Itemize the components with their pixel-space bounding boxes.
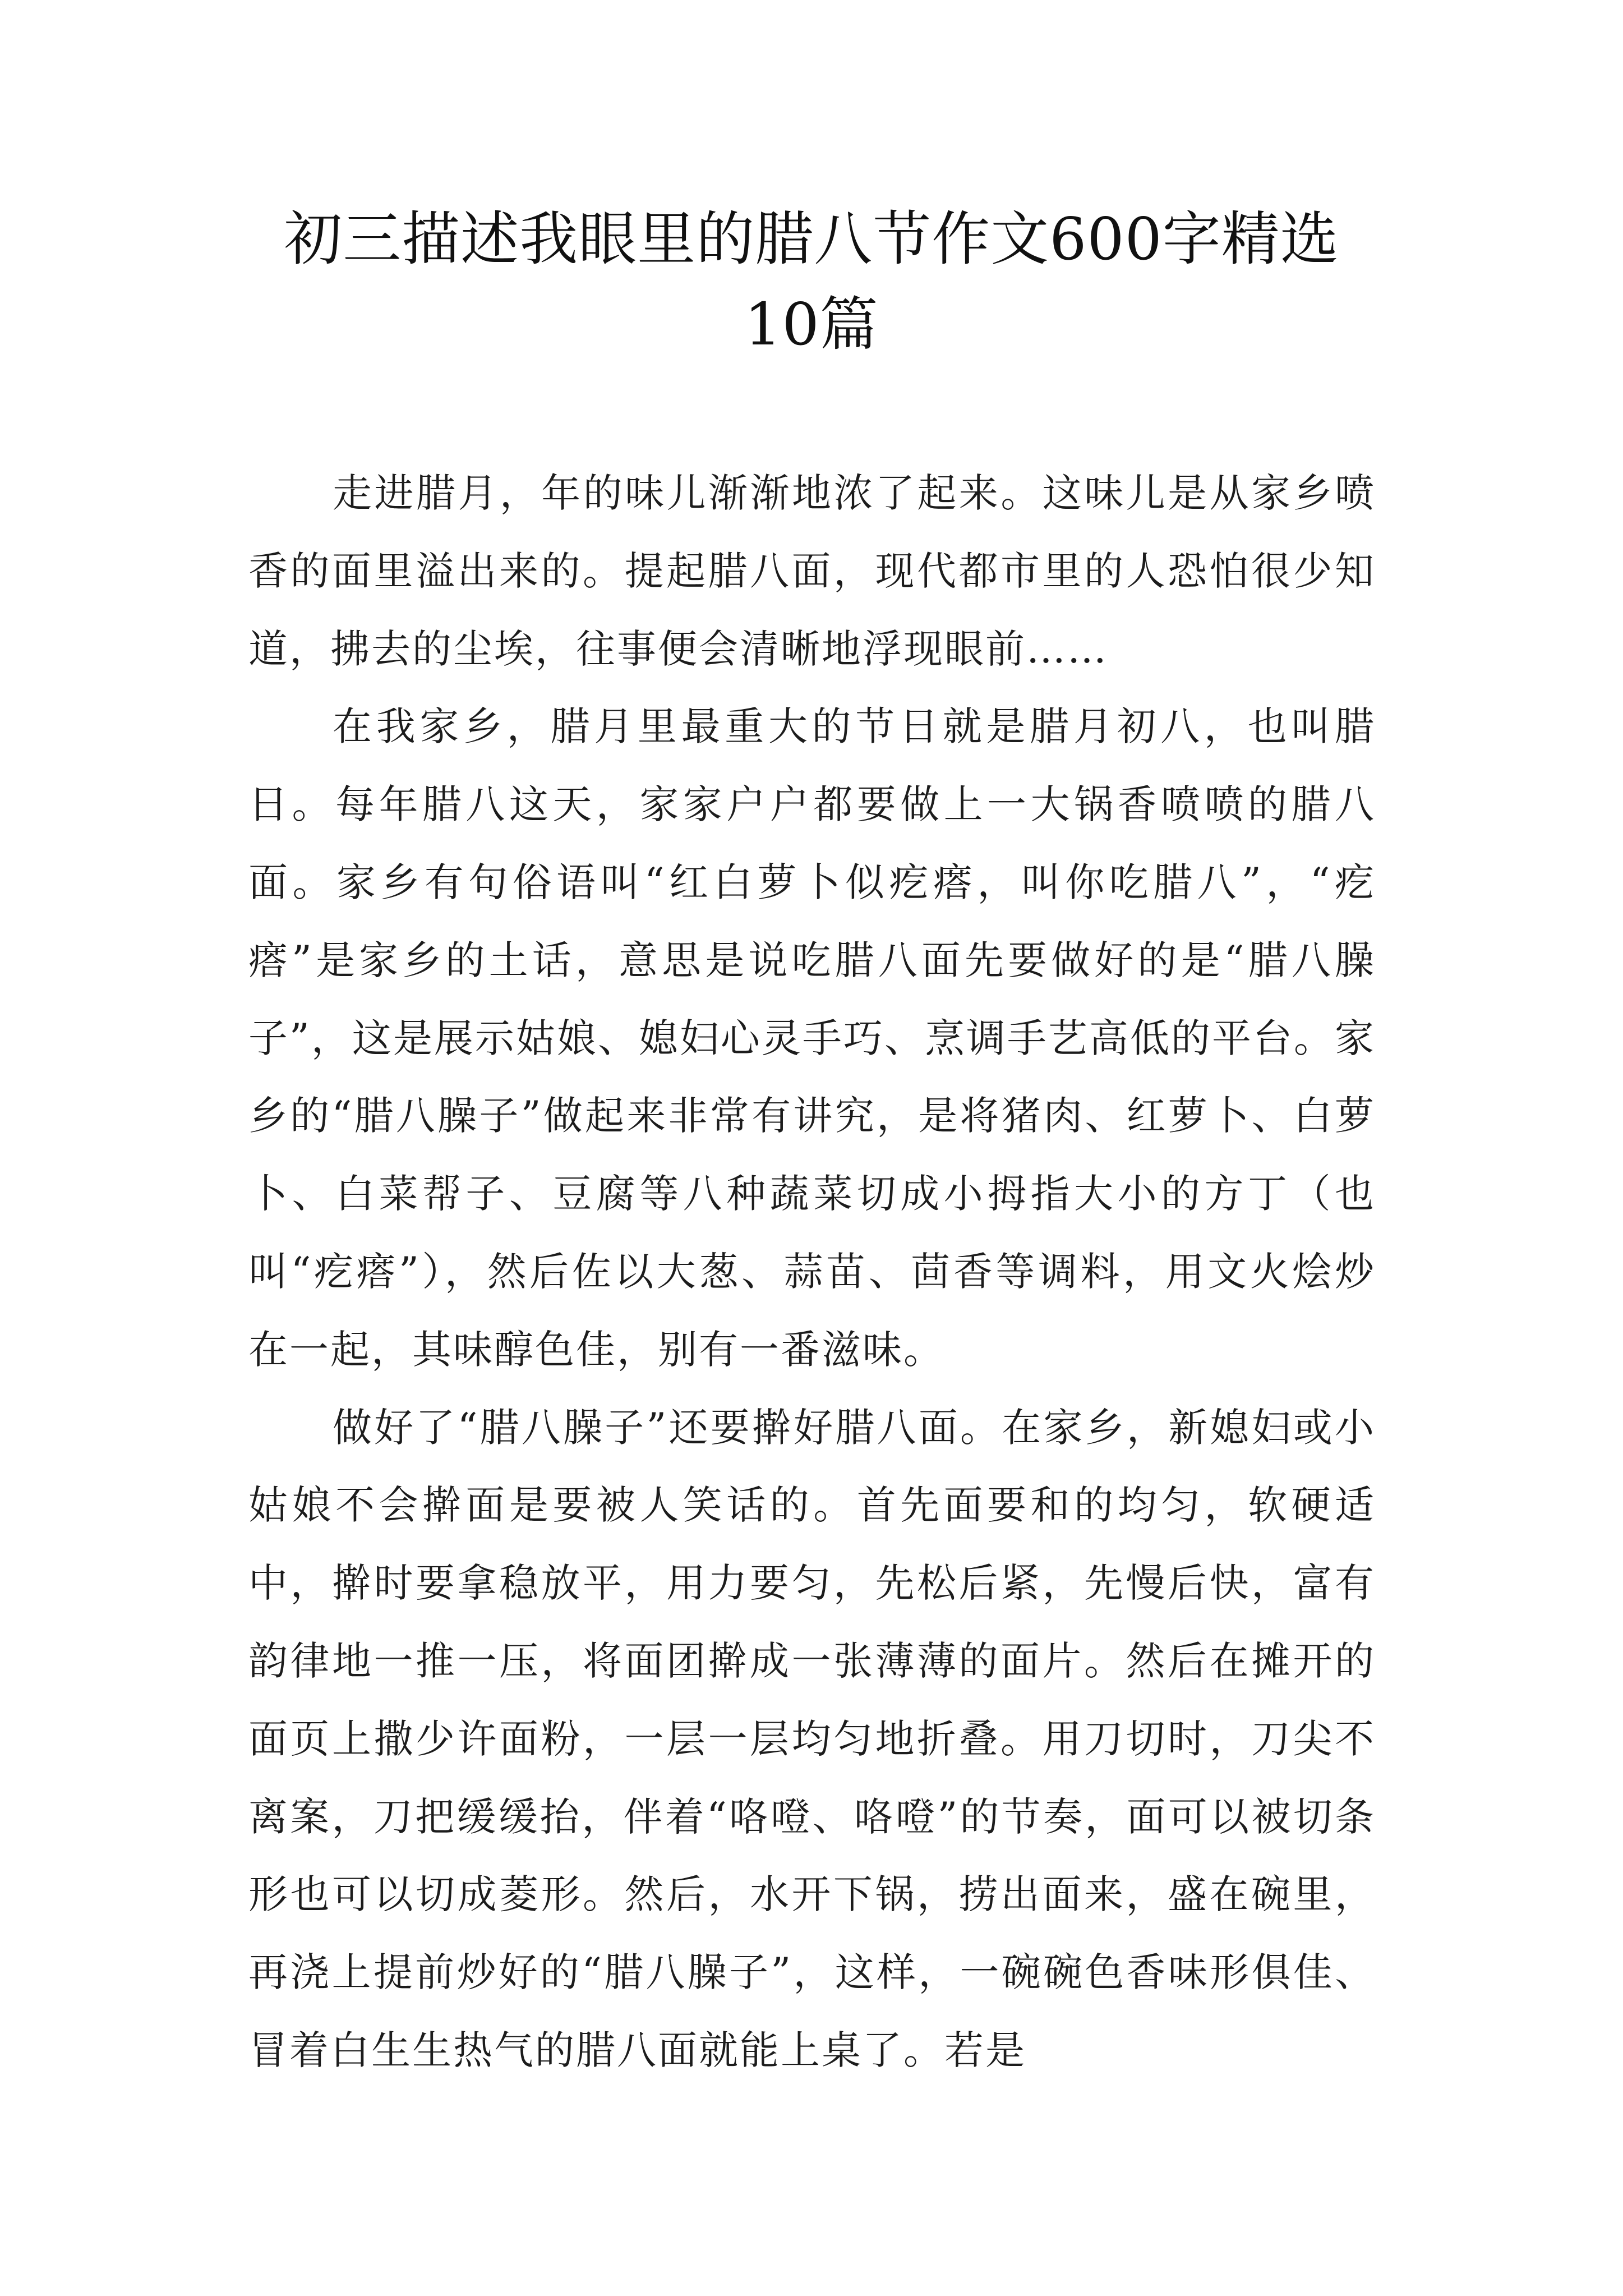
title-line-1: 初三描述我眼里的腊八节作文600字精选	[284, 205, 1339, 273]
document-body	[248, 454, 1376, 2090]
title-line-2: 10篇	[744, 290, 879, 358]
paragraph-3: 做好了“腊八臊子”还要擀好腊八面。在家乡，新媳妇或小姑娘不会擀面是要被人笑话的。首先面要和的均匀，软硬适中，擀时要拿稳放平，用力要匀，先松后紧，先慢后快，富有韵律地一推一压，将面团擀成一张薄薄的面片。然后在摊开的面页上撒少许面粉，一层一层均匀地折叠。用刀切时，刀尖不离案，刀把缓缓抬，伴着“咯噔、咯噔”的节奏，面可以被切条形也可以切成菱形。然后，水开下锅，捞出面来，盛在碗里，再浇上提前炒好的“腊八臊子”，这样，一碗碗色香味形俱佳、冒着白生生热气的腊八面就能上桌了。若是	[248, 1404, 1376, 2073]
document-title	[247, 196, 1376, 367]
paragraph-1: 走进腊月，年的味儿渐渐地浓了起来。这味儿是从家乡喷香的面里溢出来的。提起腊八面，现代都市里的人恐怕很少知道，拂去的尘埃，往事便会清晰地浮现眼前……	[248, 470, 1376, 672]
paragraph-2: 在我家乡，腊月里最重大的节日就是腊月初八，也叫腊日。每年腊八这天，家家户户都要做上一大锅香喷喷的腊八面。家乡有句俗语叫“红白萝卜似疙瘩，叫你吃腊八”，“疙瘩”是家乡的土话，意思是说吃腊八面先要做好的是“腊八臊子”，这是展示姑娘、媳妇心灵手巧、烹调手艺高低的平台。家乡的“腊八臊子”做起来非常有讲究，是将猪肉、红萝卜、白萝卜、白菜帮子、豆腐等八种蔬菜切成小拇指大小的方丁（也叫“疙瘩”），然后佐以大葱、蒜苗、茴香等调料，用文火烩炒在一起，其味醇色佳，别有一番滋味。	[248, 703, 1376, 1373]
